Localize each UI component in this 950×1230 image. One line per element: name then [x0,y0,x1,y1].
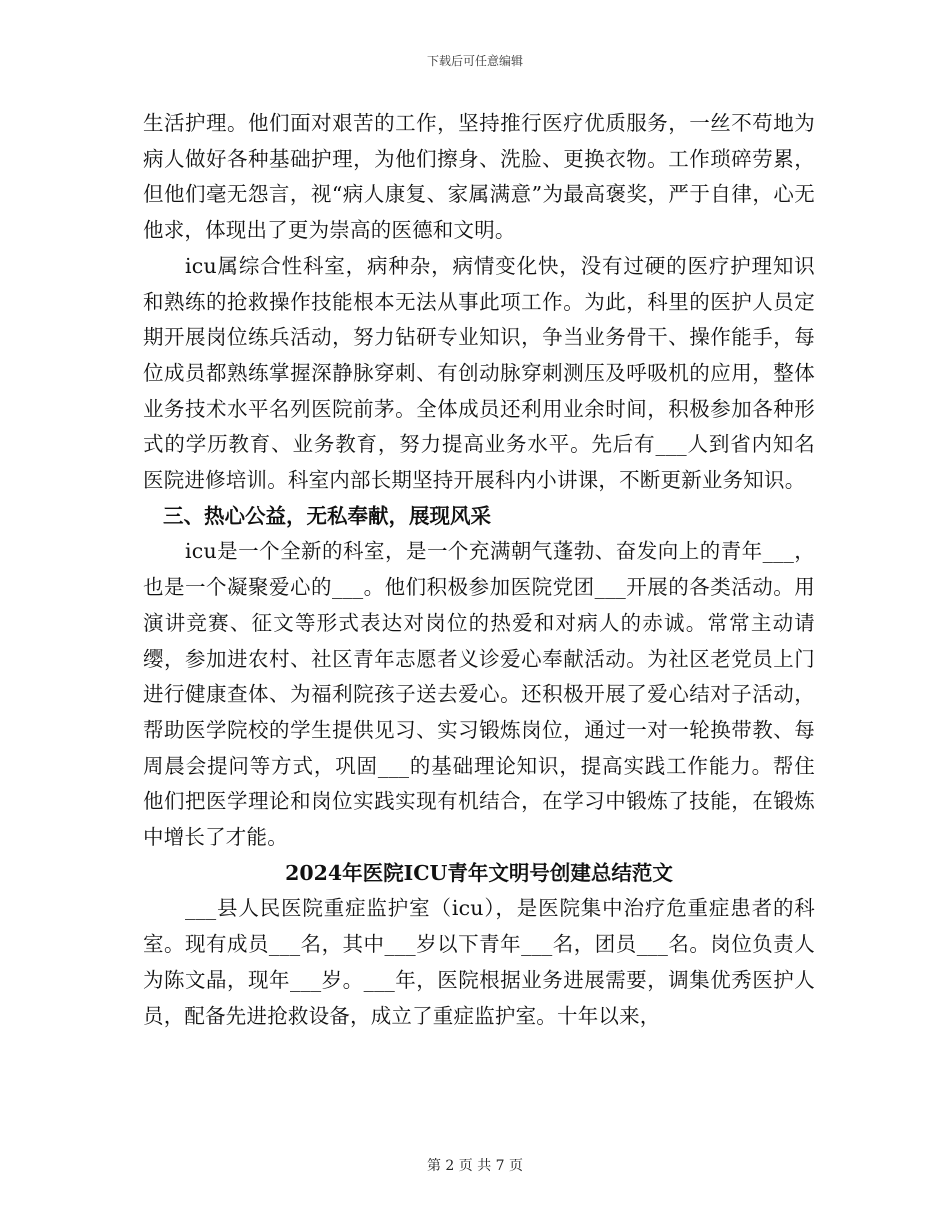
document-title: 2024年医院ICU青年文明号创建总结范文 [285,860,673,885]
paragraph-volunteer-activities: icu是一个全新的科室，是一个充满朝气蓬勃、奋发向上的青年___，也是一个凝聚爱心的___。他们积极参加医院党团___开展的各类活动。用演讲竞赛、征文等形式表达对岗位的热爱和对病人的赤诚。常常主动请缨，参加进农村、社区青年志愿者义诊爱心奉献活动。为社区老党员上门进行健康查体、为福利院孩子送去爱心。还积极开展了爱心结对子活动，帮助医学院校的学生提供见习、实习锻炼岗位，通过一对一轮换带教、每周晨会提问等方式，巩固___的基础理论知识，提高实践工作能力。帮住他们把医学理论和岗位实践实现有机结合，在学习中锻炼了技能，在锻炼中增长了才能。 [143,539,815,850]
paragraph-nursing-care: 生活护理。他们面对艰苦的工作，坚持推行医疗优质服务，一丝不苟地为病人做好各种基础护理，为他们擦身、洗脸、更换衣物。工作琐碎劳累，但他们毫无怨言，视“病人康复、家属满意”为最高褒奖，严于自律，心无他求，体现出了更为崇高的医德和文明。 [143,111,815,243]
paragraph-icu-skills: icu属综合性科室，病种杂，病情变化快，没有过硬的医疗护理知识和熟练的抢救操作技能根本无法从事此项工作。为此，科里的医护人员定期开展岗位练兵活动，努力钻研专业知识，争当业务骨干、操作能手，每位成员都熟练掌握深静脉穿刺、有创动脉穿刺测压及呼吸机的应用，整体业务技术水平名列医院前茅。全体成员还利用业余时间，积极参加各种形式的学历教育、业务教育，努力提高业务水平。先后有___人到省内知名医院进修培训。科室内部长期坚持开展科内小讲课，不断更新业务知识。 [143,253,815,493]
section-heading-public-welfare: 三、热心公益，无私奉献，展现风采 [163,503,491,528]
paragraph-icu-introduction: ___县人民医院重症监护室（icu），是医院集中治疗危重症患者的科室。现有成员___名，其中___岁以下青年___名，团员___名。岗位负责人为陈文晶，现年___岁。___年，医院根据业务进展需要，调集优秀医护人员，配备先进抢救设备，成立了重症监护室。十年以来， [143,896,815,1028]
page-number: 第 2 页 共 7 页 [426,1158,524,1174]
document-body [143,106,815,1034]
page-header-note: 下载后可任意编辑 [426,54,523,68]
